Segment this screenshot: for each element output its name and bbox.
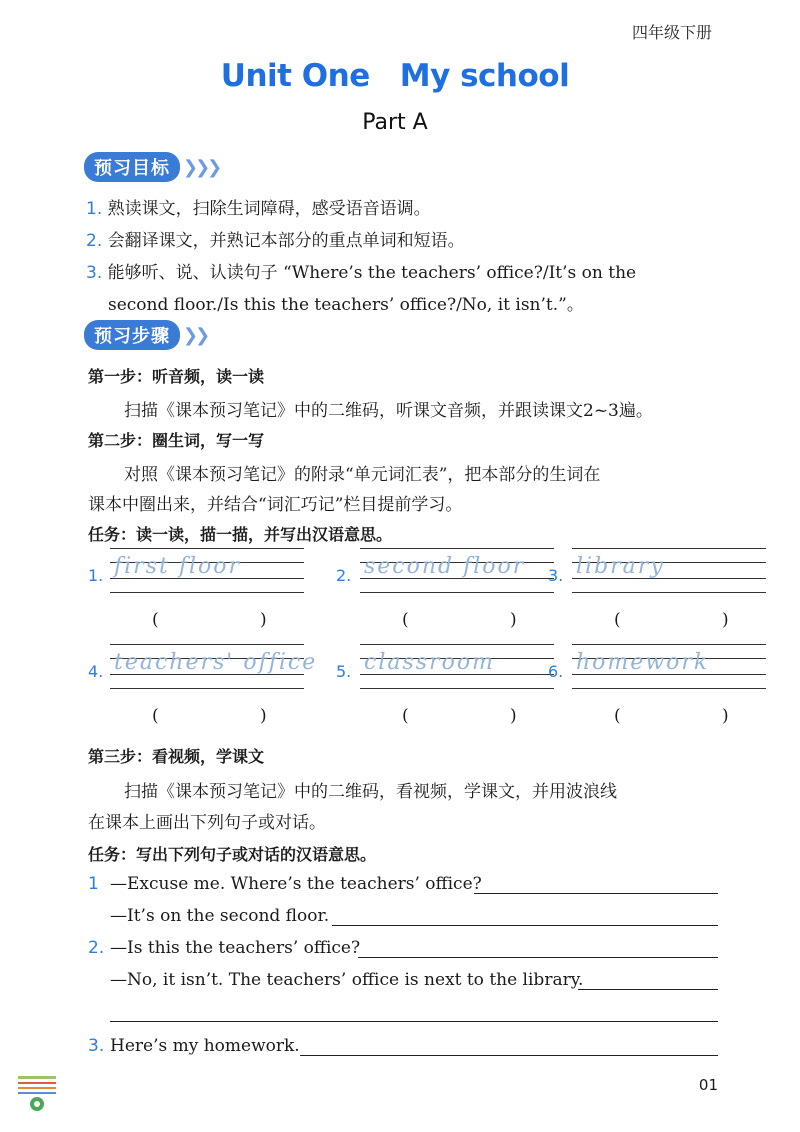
- sentence-item: [88, 938, 360, 958]
- ruled-line: [110, 644, 304, 645]
- meaning-paren-open: (: [402, 610, 409, 630]
- ruled-line: [360, 548, 554, 549]
- meaning-paren-open: (: [614, 706, 621, 726]
- meaning-paren-open: (: [152, 610, 159, 630]
- unit-topic: My school: [399, 58, 570, 94]
- chevrons-icon: ❯❯❯: [183, 156, 220, 178]
- meaning-paren-open: (: [152, 706, 159, 726]
- ruled-line: [110, 548, 304, 549]
- vocab-num: 1.: [88, 566, 104, 585]
- step3-title: 第三步：看视频，学课文: [88, 747, 265, 766]
- vocab-num: 6.: [548, 662, 564, 681]
- goals-badge-label: 预习目标: [84, 152, 180, 182]
- goal-num: 2.: [86, 231, 103, 251]
- vocab-writing-lines[interactable]: [110, 548, 304, 594]
- answer-line[interactable]: [110, 1021, 718, 1022]
- traced-word: first floor: [114, 554, 242, 579]
- steps-badge: [84, 320, 207, 350]
- unit-name: Unit One: [220, 58, 370, 94]
- step2-text: 对照《课本预习笔记》的附录“单元词汇表”，把本部分的生词在: [124, 465, 601, 485]
- ruled-line: [360, 592, 554, 593]
- task2-title: 任务：写出下列句子或对话的汉语意思。: [88, 845, 377, 864]
- unit-title: [0, 58, 790, 94]
- answer-line[interactable]: [300, 1055, 718, 1056]
- step2-title: 第二步：圈生词，写一写: [88, 431, 265, 450]
- ruled-line: [572, 644, 766, 645]
- goal-text: 熟读课文，扫除生词障碍，感受语音语调。: [107, 199, 431, 219]
- meaning-paren-close: ): [260, 610, 267, 630]
- goal-text-cont: second floor./Is this the teachers’ office?/No, it isn’t.”。: [108, 295, 584, 315]
- traced-word: classroom: [364, 650, 495, 675]
- sentence-num: 3.: [88, 1036, 105, 1056]
- step3-text-cont: 在课本上画出下列句子或对话。: [88, 813, 326, 833]
- part-title: Part A: [362, 110, 428, 135]
- publisher-logo-icon: [16, 1074, 58, 1114]
- traced-word: library: [576, 554, 665, 579]
- meaning-paren-open: (: [614, 610, 621, 630]
- sentence-item: [88, 1036, 300, 1056]
- answer-line[interactable]: [474, 893, 718, 894]
- answer-line[interactable]: [358, 957, 718, 958]
- goal-num: 3.: [86, 263, 103, 283]
- task1-title: 任务：读一读，描一描，并写出汉语意思。: [88, 525, 393, 544]
- vocab-writing-lines[interactable]: [572, 644, 766, 690]
- sentence-reply: —It’s on the second floor.: [110, 906, 330, 926]
- goal-item: [86, 194, 431, 219]
- page-number: 01: [698, 1076, 718, 1094]
- traced-word: second floor: [364, 554, 526, 579]
- meaning-paren-close: ): [260, 706, 267, 726]
- meaning-paren-close: ): [722, 706, 729, 726]
- step1-text: 扫描《课本预习笔记》中的二维码，听课文音频，并跟读课文2~3遍。: [124, 401, 653, 421]
- vocab-writing-lines[interactable]: [110, 644, 318, 690]
- traced-word: teachers' office: [114, 650, 318, 675]
- goals-badge: [84, 152, 219, 182]
- meaning-paren-close: ): [510, 706, 517, 726]
- vocab-writing-lines[interactable]: [360, 644, 554, 690]
- meaning-paren-close: ): [510, 610, 517, 630]
- ruled-line: [360, 644, 554, 645]
- step3-text: 扫描《课本预习笔记》中的二维码，看视频，学课文，并用波浪线: [124, 782, 617, 802]
- vocab-num: 2.: [336, 566, 352, 585]
- sentence-num: 2.: [88, 938, 105, 958]
- ruled-line: [110, 688, 304, 689]
- ruled-line: [572, 592, 766, 593]
- ruled-line: [572, 548, 766, 549]
- sentence-item: [88, 874, 482, 894]
- sentence-text: —Excuse me. Where’s the teachers’ office?: [110, 874, 482, 894]
- vocab-writing-lines[interactable]: [360, 548, 554, 594]
- vocab-num: 4.: [88, 662, 104, 681]
- step1-title: 第一步：听音频，读一读: [88, 367, 265, 386]
- traced-word: homework: [576, 650, 710, 675]
- grade-label: 四年级下册: [631, 23, 712, 42]
- vocab-writing-lines[interactable]: [572, 548, 766, 594]
- goal-item: [86, 258, 636, 283]
- vocab-num: 3.: [548, 566, 564, 585]
- answer-line[interactable]: [578, 989, 718, 990]
- sentence-num: 1: [88, 874, 99, 894]
- sentence-reply: —No, it isn’t. The teachers’ office is next to the library.: [110, 970, 584, 990]
- goal-item: [86, 226, 465, 251]
- sentence-text: —Is this the teachers’ office?: [110, 938, 361, 958]
- meaning-paren-open: (: [402, 706, 409, 726]
- steps-badge-label: 预习步骤: [84, 320, 180, 350]
- sentence-text: Here’s my homework.: [110, 1036, 300, 1056]
- goal-num: 1.: [86, 199, 103, 219]
- goal-text: 会翻译课文，并熟记本部分的重点单词和短语。: [107, 231, 465, 251]
- goal-text: 能够听、说、认读句子 “Where’s the teachers’ office?/It’s on the: [107, 263, 637, 283]
- step2-text-cont: 课本中圈出来，并结合“词汇巧记”栏目提前学习。: [88, 495, 463, 515]
- ruled-line: [572, 688, 766, 689]
- meaning-paren-close: ): [722, 610, 729, 630]
- ruled-line: [360, 688, 554, 689]
- chevrons-icon: ❯❯: [183, 324, 208, 346]
- ruled-line: [110, 592, 304, 593]
- vocab-num: 5.: [336, 662, 352, 681]
- answer-line[interactable]: [332, 925, 718, 926]
